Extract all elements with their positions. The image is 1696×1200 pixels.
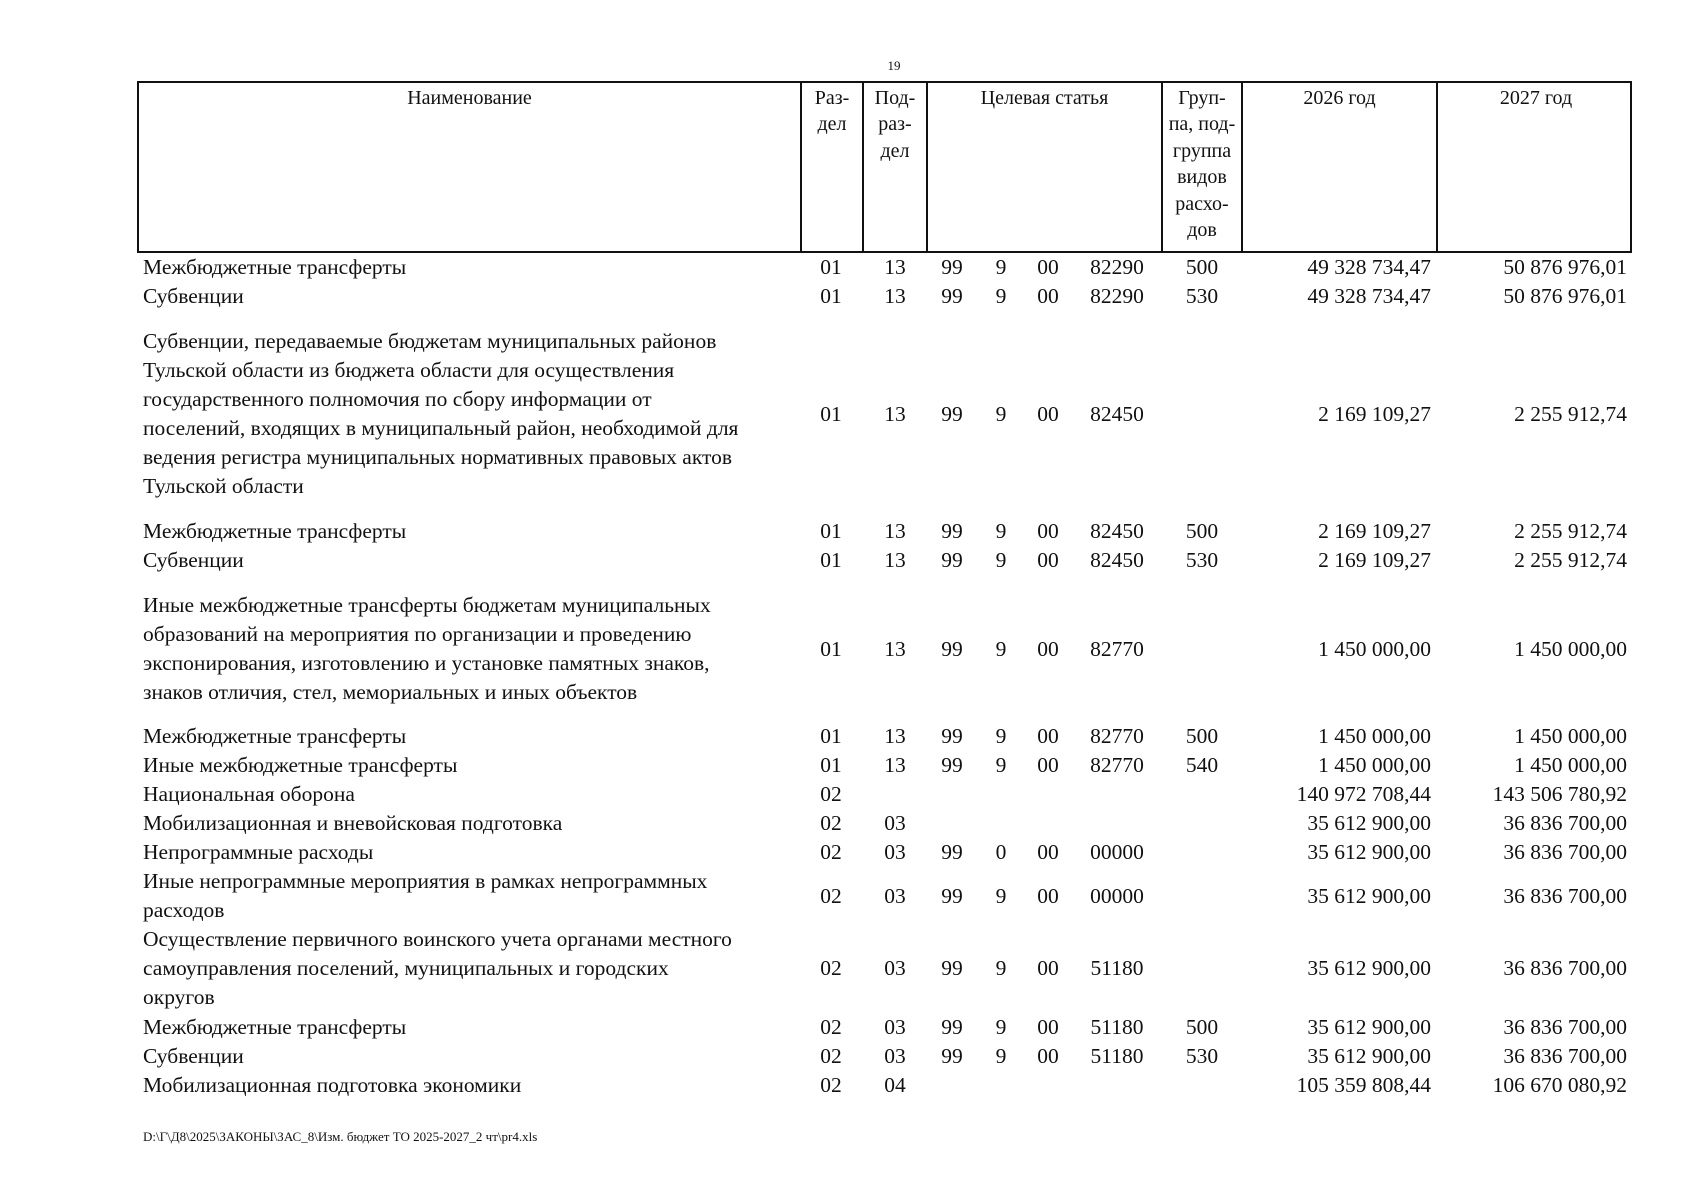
row-name-line: Субвенции xyxy=(143,548,244,572)
row-podrazdel: 03 xyxy=(884,1015,906,1039)
header-gruppa-line: дов xyxy=(1187,219,1217,242)
row-amount-2026: 35 612 900,00 xyxy=(1307,840,1431,864)
row-tselevaya-part4: 51180 xyxy=(1090,956,1144,980)
row-podrazdel: 03 xyxy=(884,840,906,864)
row-podrazdel: 03 xyxy=(884,1044,906,1068)
row-podrazdel: 03 xyxy=(884,956,906,980)
row-tselevaya-part1: 99 xyxy=(941,884,963,908)
row-amount-2026: 2 169 109,27 xyxy=(1318,548,1431,572)
header-gruppa-line: расхо- xyxy=(1175,192,1229,215)
row-amount-2026: 35 612 900,00 xyxy=(1307,884,1431,908)
row-name-line: образований на мероприятия по организации и проведению xyxy=(143,622,692,646)
row-amount-2027: 36 836 700,00 xyxy=(1503,1044,1627,1068)
row-podrazdel: 13 xyxy=(884,724,906,748)
row-tselevaya-part4: 82290 xyxy=(1090,255,1144,279)
row-amount-2027: 36 836 700,00 xyxy=(1503,840,1627,864)
row-amount-2026: 140 972 708,44 xyxy=(1296,782,1431,806)
header-tselevaya-line: Целевая статья xyxy=(980,87,1109,109)
row-podrazdel: 13 xyxy=(884,519,906,543)
row-tselevaya-part1: 99 xyxy=(941,548,963,572)
row-tselevaya-part3: 00 xyxy=(1037,637,1059,661)
row-name-line: Межбюджетные трансферты xyxy=(143,1015,407,1039)
row-tselevaya-part3: 00 xyxy=(1037,724,1059,748)
row-name xyxy=(143,925,803,1012)
row-name-line: знаков отличия, стел, мемориальных и иных объектов xyxy=(143,680,638,704)
row-name-line: Межбюджетные трансферты xyxy=(143,724,407,748)
row-tselevaya-part2: 9 xyxy=(995,753,1007,777)
row-amount-2027: 36 836 700,00 xyxy=(1503,884,1627,908)
row-tselevaya-part4: 82770 xyxy=(1090,724,1144,748)
header-gruppa-line: па, под- xyxy=(1168,113,1236,136)
row-tselevaya-part4: 00000 xyxy=(1090,840,1144,864)
row-amount-2027: 1 450 000,00 xyxy=(1514,724,1627,748)
row-amount-2027: 2 255 912,74 xyxy=(1514,519,1627,543)
row-tselevaya-part2: 9 xyxy=(995,1044,1007,1068)
row-name-line: Мобилизационная подготовка экономики xyxy=(143,1073,522,1097)
row-amount-2026: 2 169 109,27 xyxy=(1318,519,1431,543)
row-amount-2027: 1 450 000,00 xyxy=(1514,637,1627,661)
header-gruppa-line: Груп- xyxy=(1178,87,1226,109)
row-tselevaya-part1: 99 xyxy=(941,1044,963,1068)
row-tselevaya-part1: 99 xyxy=(941,637,963,661)
row-name xyxy=(143,282,803,311)
row-name xyxy=(143,809,803,838)
row-gruppa: 500 xyxy=(1185,1015,1219,1039)
row-tselevaya-part1: 99 xyxy=(941,402,963,426)
row-tselevaya-part2: 9 xyxy=(995,519,1007,543)
row-amount-2026: 105 359 808,44 xyxy=(1296,1073,1431,1097)
header-razdel-line: дел xyxy=(817,113,847,136)
row-amount-2027: 2 255 912,74 xyxy=(1514,548,1627,572)
row-amount-2026: 35 612 900,00 xyxy=(1307,1015,1431,1039)
header-podrazdel-line: дел xyxy=(880,139,910,162)
row-name-line: расходов xyxy=(143,898,225,922)
row-razdel: 02 xyxy=(820,884,842,908)
row-tselevaya-part3: 00 xyxy=(1037,255,1059,279)
row-amount-2026: 1 450 000,00 xyxy=(1318,753,1431,777)
row-name-line: Иные межбюджетные трансферты бюджетам муниципальных xyxy=(143,593,711,617)
row-podrazdel: 13 xyxy=(884,284,906,308)
row-amount-2027: 36 836 700,00 xyxy=(1503,1015,1627,1039)
row-tselevaya-part4: 51180 xyxy=(1090,1044,1144,1068)
row-tselevaya-part3: 00 xyxy=(1037,548,1059,572)
row-name xyxy=(143,327,803,501)
row-amount-2026: 1 450 000,00 xyxy=(1318,637,1431,661)
row-name xyxy=(143,253,803,282)
row-tselevaya-part2: 9 xyxy=(995,255,1007,279)
row-gruppa: 530 xyxy=(1185,284,1219,308)
row-razdel: 02 xyxy=(820,840,842,864)
row-amount-2027: 36 836 700,00 xyxy=(1503,811,1627,835)
row-tselevaya-part3: 00 xyxy=(1037,753,1059,777)
row-tselevaya-part4: 82290 xyxy=(1090,284,1144,308)
row-amount-2026: 49 328 734,47 xyxy=(1307,255,1431,279)
row-podrazdel: 13 xyxy=(884,637,906,661)
row-amount-2027: 1 450 000,00 xyxy=(1514,753,1627,777)
file-path-footer: D:\Г\Д8\2025\ЗАКОНЫ\ЗАС_8\Изм. бюджет ТО 2025-2027_2 чт\pr4.xls xyxy=(143,1129,538,1144)
row-razdel: 01 xyxy=(820,753,842,777)
row-tselevaya-part1: 99 xyxy=(941,1015,963,1039)
row-amount-2027: 143 506 780,92 xyxy=(1492,782,1627,806)
row-tselevaya-part2: 0 xyxy=(995,840,1007,864)
row-tselevaya-part2: 9 xyxy=(995,548,1007,572)
row-amount-2026: 2 169 109,27 xyxy=(1318,402,1431,426)
row-name-line: Иные межбюджетные трансферты xyxy=(143,753,458,777)
header-podrazdel-line: Под- xyxy=(874,87,916,109)
row-name xyxy=(143,780,803,809)
row-name-line: Национальная оборона xyxy=(143,782,355,806)
row-amount-2026: 35 612 900,00 xyxy=(1307,811,1431,835)
row-gruppa: 500 xyxy=(1185,255,1219,279)
row-razdel: 02 xyxy=(820,956,842,980)
row-podrazdel: 13 xyxy=(884,548,906,572)
row-amount-2026: 35 612 900,00 xyxy=(1307,1044,1431,1068)
row-tselevaya-part3: 00 xyxy=(1037,1015,1059,1039)
header-gruppa-line: видов xyxy=(1177,166,1227,189)
row-razdel: 01 xyxy=(820,402,842,426)
row-name-line: ведения регистра муниципальных нормативных правовых актов xyxy=(143,445,733,469)
row-podrazdel: 13 xyxy=(884,753,906,777)
row-name xyxy=(143,722,803,751)
row-razdel: 02 xyxy=(820,811,842,835)
row-gruppa: 530 xyxy=(1185,548,1219,572)
row-podrazdel: 03 xyxy=(884,811,906,835)
row-tselevaya-part3: 00 xyxy=(1037,956,1059,980)
row-amount-2026: 49 328 734,47 xyxy=(1307,284,1431,308)
row-name-line: Непрограммные расходы xyxy=(143,840,374,864)
row-tselevaya-part1: 99 xyxy=(941,519,963,543)
row-tselevaya-part4: 82450 xyxy=(1090,402,1144,426)
row-amount-2027: 50 876 976,01 xyxy=(1503,284,1627,308)
row-name xyxy=(143,517,803,546)
row-tselevaya-part2: 9 xyxy=(995,724,1007,748)
row-tselevaya-part1: 99 xyxy=(941,956,963,980)
row-name-line: поселений, входящих в муниципальный район, необходимой для xyxy=(143,416,739,440)
row-name xyxy=(143,867,803,925)
row-tselevaya-part1: 99 xyxy=(941,255,963,279)
row-name-line: Субвенции xyxy=(143,1044,244,1068)
row-name xyxy=(143,591,803,707)
row-tselevaya-part1: 99 xyxy=(941,724,963,748)
header-year-2027-line: 2027 год xyxy=(1499,87,1573,109)
row-razdel: 01 xyxy=(820,255,842,279)
row-amount-2027: 2 255 912,74 xyxy=(1514,402,1627,426)
row-name xyxy=(143,1071,803,1100)
row-amount-2027: 106 670 080,92 xyxy=(1492,1073,1627,1097)
row-name-line: экспонирования, изготовлению и установке памятных знаков, xyxy=(143,651,710,675)
row-name-line: Тульской области из бюджета области для осуществления xyxy=(143,358,675,382)
row-tselevaya-part3: 00 xyxy=(1037,884,1059,908)
row-tselevaya-part4: 82770 xyxy=(1090,753,1144,777)
row-gruppa: 540 xyxy=(1185,753,1219,777)
row-name xyxy=(143,838,803,867)
header-name-line: Наименование xyxy=(407,87,532,109)
row-razdel: 01 xyxy=(820,724,842,748)
row-razdel: 01 xyxy=(820,284,842,308)
row-name xyxy=(143,1042,803,1071)
row-tselevaya-part3: 00 xyxy=(1037,519,1059,543)
row-podrazdel: 04 xyxy=(884,1073,906,1097)
row-name-line: самоуправления поселений, муниципальных и городских xyxy=(143,956,669,980)
row-tselevaya-part2: 9 xyxy=(995,637,1007,661)
page-number: 19 xyxy=(887,58,901,73)
row-name-line: округов xyxy=(143,985,215,1009)
row-name-line: Осуществление первичного воинского учета органами местного xyxy=(143,927,732,951)
row-podrazdel: 03 xyxy=(884,884,906,908)
row-amount-2027: 50 876 976,01 xyxy=(1503,255,1627,279)
row-name-line: Иные непрограммные мероприятия в рамках непрограммных xyxy=(143,869,708,893)
row-name-line: Межбюджетные трансферты xyxy=(143,519,407,543)
row-gruppa: 500 xyxy=(1185,519,1219,543)
row-tselevaya-part2: 9 xyxy=(995,284,1007,308)
row-tselevaya-part4: 00000 xyxy=(1090,884,1144,908)
row-gruppa: 530 xyxy=(1185,1044,1219,1068)
row-amount-2026: 35 612 900,00 xyxy=(1307,956,1431,980)
row-name-line: Мобилизационная и вневойсковая подготовка xyxy=(143,811,563,835)
row-razdel: 01 xyxy=(820,548,842,572)
row-razdel: 02 xyxy=(820,782,842,806)
row-podrazdel: 13 xyxy=(884,402,906,426)
row-tselevaya-part3: 00 xyxy=(1037,840,1059,864)
row-amount-2027: 36 836 700,00 xyxy=(1503,956,1627,980)
row-tselevaya-part3: 00 xyxy=(1037,284,1059,308)
row-tselevaya-part3: 00 xyxy=(1037,402,1059,426)
row-razdel: 02 xyxy=(820,1073,842,1097)
row-tselevaya-part4: 82770 xyxy=(1090,637,1144,661)
row-tselevaya-part1: 99 xyxy=(941,840,963,864)
row-name xyxy=(143,751,803,780)
row-name xyxy=(143,1013,803,1042)
header-podrazdel-line: раз- xyxy=(878,113,912,136)
row-tselevaya-part1: 99 xyxy=(941,284,963,308)
row-tselevaya-part2: 9 xyxy=(995,956,1007,980)
row-razdel: 01 xyxy=(820,519,842,543)
row-name-line: Субвенции, передаваемые бюджетам муниципальных районов xyxy=(143,329,717,353)
row-tselevaya-part3: 00 xyxy=(1037,1044,1059,1068)
row-name-line: Межбюджетные трансферты xyxy=(143,255,407,279)
row-tselevaya-part4: 82450 xyxy=(1090,519,1144,543)
row-amount-2026: 1 450 000,00 xyxy=(1318,724,1431,748)
header-gruppa-line: группа xyxy=(1172,139,1232,162)
row-name-line: Субвенции xyxy=(143,284,244,308)
row-tselevaya-part1: 99 xyxy=(941,753,963,777)
row-name-line: государственного полномочия по сбору информации от xyxy=(143,387,652,411)
row-razdel: 02 xyxy=(820,1044,842,1068)
row-name-line: Тульской области xyxy=(143,474,304,498)
row-name xyxy=(143,546,803,575)
header-razdel-line: Раз- xyxy=(814,87,850,109)
row-tselevaya-part2: 9 xyxy=(995,884,1007,908)
row-tselevaya-part2: 9 xyxy=(995,402,1007,426)
row-tselevaya-part2: 9 xyxy=(995,1015,1007,1039)
row-tselevaya-part4: 51180 xyxy=(1090,1015,1144,1039)
row-tselevaya-part4: 82450 xyxy=(1090,548,1144,572)
row-razdel: 01 xyxy=(820,637,842,661)
row-podrazdel: 13 xyxy=(884,255,906,279)
row-razdel: 02 xyxy=(820,1015,842,1039)
header-year-2026-line: 2026 год xyxy=(1303,87,1376,109)
row-gruppa: 500 xyxy=(1185,724,1219,748)
